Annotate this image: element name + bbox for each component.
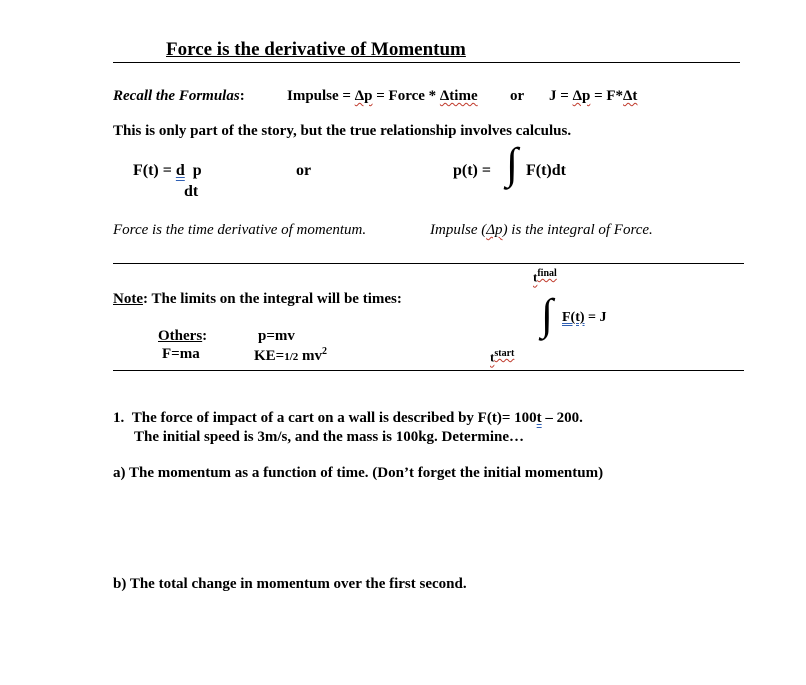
t-final — [533, 268, 557, 285]
title-divider — [113, 62, 740, 63]
integral-rhs: F(t)dt — [526, 162, 566, 179]
note-label: Note — [113, 291, 143, 307]
integral-lhs: p(t) = — [453, 162, 491, 179]
note-equals-j: = J — [584, 310, 607, 325]
ke-prefix: KE= — [254, 348, 285, 364]
ke-fraction: 1/2 — [284, 351, 299, 363]
derivative-p: p — [192, 162, 202, 179]
derivative-formula — [133, 162, 202, 180]
caption-derivative: Force is the time derivative of momentum. — [113, 222, 367, 238]
recall-line — [113, 88, 245, 105]
others-colon: : — [202, 328, 208, 344]
t-final-t: t — [533, 269, 538, 285]
section-divider-2 — [113, 370, 744, 371]
caption-integral-post: ) is the integral of Force. — [502, 222, 653, 238]
impulse-formula — [287, 88, 478, 105]
impulse-mid: = Force * — [372, 88, 440, 104]
impulse-delta-time: Δtime — [439, 88, 478, 104]
recall-colon: : — [239, 88, 245, 104]
derivative-lhs: F(t) = — [133, 162, 176, 179]
derivative-or: or — [296, 162, 312, 179]
formula-p-mv: p=mv — [258, 328, 295, 344]
formula-ke — [254, 346, 327, 365]
note-line — [113, 291, 402, 308]
t-start-t: t — [490, 349, 495, 365]
j-delta-t: Δt — [623, 88, 638, 104]
formula-f-ma: F=ma — [162, 346, 200, 362]
problem-line1-t: t — [536, 410, 542, 426]
problem-line1-post: – 200. — [541, 410, 583, 426]
derivative-dt: dt — [184, 183, 199, 200]
others-label — [158, 328, 207, 345]
recall-or: or — [510, 88, 525, 104]
caption-integral-pre: Impulse ( — [430, 222, 487, 238]
caption-integral — [430, 222, 653, 239]
note-text: : The limits on the integral will be times: — [143, 291, 402, 307]
derivative-d: d — [175, 162, 185, 179]
problem-number: 1. — [113, 410, 125, 426]
others-label-text: Others — [158, 328, 203, 344]
t-start — [490, 348, 514, 365]
impulse-delta-p: Δp — [354, 88, 373, 104]
j-prefix: J = — [549, 88, 573, 104]
section-divider-1 — [113, 263, 744, 264]
story-text: This is only part of the story, but the true relationship involves calculus. — [113, 123, 572, 139]
problem-part-b: b) The total change in momentum over the first second. — [113, 576, 467, 592]
t-final-label: final — [537, 268, 557, 279]
ke-exponent: 2 — [322, 346, 328, 357]
j-delta-p: Δp — [572, 88, 591, 104]
ke-mv: mv — [298, 348, 323, 364]
problem-part-a: a) The momentum as a function of time. (Don’t forget the initial momentum) — [113, 465, 604, 481]
problem-line1-pre: The force of impact of a cart on a wall is described by F(t)= 100 — [131, 410, 537, 426]
problem-line-1 — [113, 410, 583, 427]
impulse-prefix: Impulse = — [287, 88, 355, 104]
recall-label: Recall the Formulas — [113, 88, 240, 104]
note-integrand — [562, 310, 607, 326]
note-integral-icon: ∫ — [541, 290, 554, 339]
note-integrand-f: F(t) — [562, 310, 585, 325]
integral-icon: ∫ — [506, 139, 519, 188]
caption-integral-dp: Δp — [486, 222, 503, 238]
j-mid: = F* — [590, 88, 624, 104]
j-formula — [549, 88, 637, 105]
problem-line-2: The initial speed is 3m/s, and the mass is 100kg. Determine… — [134, 429, 525, 445]
page-title: Force is the derivative of Momentum — [166, 39, 466, 60]
t-start-label: start — [494, 348, 515, 359]
